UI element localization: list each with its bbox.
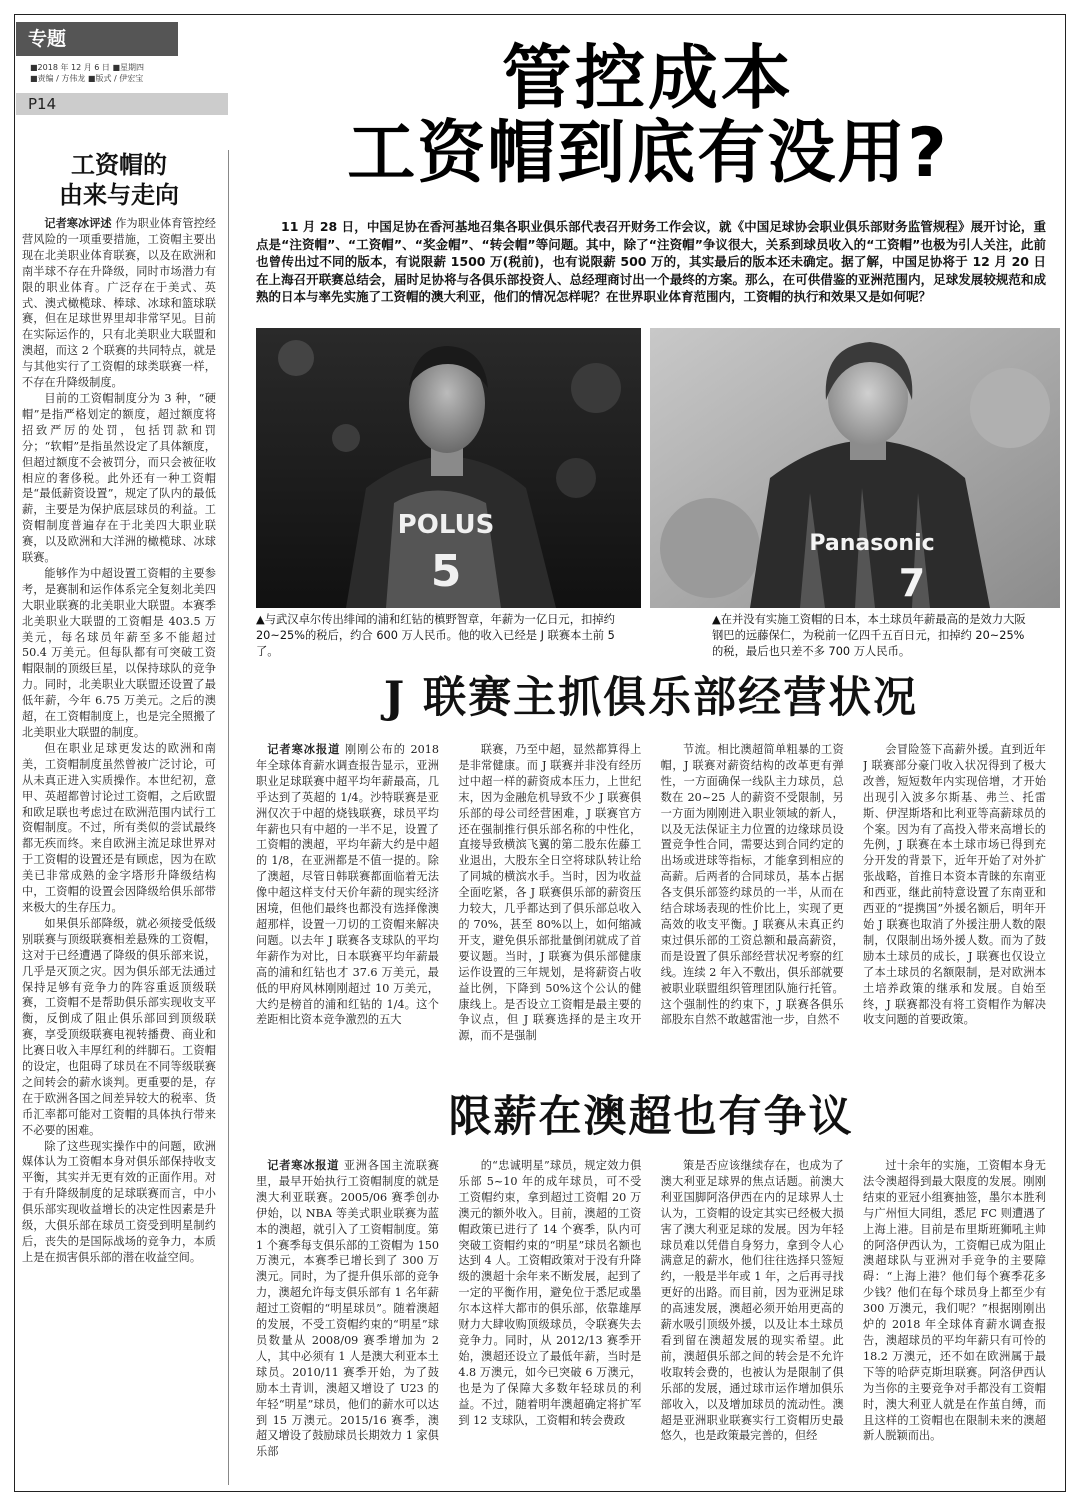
left-article-paragraph: 目前的工资帽制度分为 3 种，“硬帽”是指严格划定的额度，超过额度将招致严厉的处罚，包括罚款和罚分；“软帽”是指虽然设定了具体额度，但超过额度不会被罚分，而只会被征收相应的奢侈税。此外还有一种工资帽是“最低薪资设置”，规定了队内的最低薪，主要是为保护底层球员的利益。工资帽制度普遍存在于北美四大职业联赛，以及欧洲和大洋洲的橄榄球、冰球联赛。	[22, 391, 216, 565]
a-league-article-body	[256, 1158, 1046, 1478]
byline: 记者寒冰报道	[267, 1159, 340, 1172]
left-article-paragraph: 除了这些现实操作中的问题，欧洲媒体认为工资帽本身对俱乐部保持收支平衡，其实并无更有效的正面作用。对于有升降级制度的足球联赛而言，中小俱乐部实现收益增长的决定性因素是升级，大俱乐部在球员工资受到明星制约后，丧失的是国际战场的竞争力，本质上是在损害俱乐部的潜在收益空间。	[22, 1139, 216, 1264]
article-column: 记者寒冰报道 亚洲各国主流联赛里，最早开始执行工资帽制度的就是澳大利亚联赛。2005/06 赛季创办伊始，以 NBA 等美式职业联赛为蓝本的澳超，就引入了工资帽制度。第 1 个赛季每支俱乐部的工资帽为 150 万澳元，本赛季已增长到了 300 万澳元。同时，为了提升俱乐部的竞争力，澳超允许每支俱乐部有 1 名年薪超过工资帽的“明星球员”。随着澳超的发展，不受工资帽约束的“明星”球员数量从 2008/09 赛季增加为 2 人，其中必须有 1 人是澳大利亚本土球员。2010/11 赛季开始，为了鼓励本土青训，澳超又增设了 U23 的年轻“明星”球员，他们的薪水可以达到 15 万澳元。2015/16 赛季，澳超又增设了鼓励球员长期效力 1 家俱乐部	[256, 1159, 439, 1459]
date-line: ■2018 年 12 月 6 日 ■星期四	[30, 63, 145, 72]
left-article-title: 工资帽的 由来与走向	[59, 150, 179, 209]
left-column-article	[22, 150, 216, 1485]
main-headline: 管控成本 工资帽到底有没用?	[347, 37, 949, 193]
j-league-article-title: J 联赛主抓俱乐部经营状况	[383, 673, 919, 723]
left-article-paragraph: 记者寒冰评述 作为职业体育管控经营风险的一项重要措施，工资帽主要出现在北美职业体育联赛，以及在欧洲和南半球不存在升降级，同时市场潜力有限的职业体育。广泛存在于美式、英式、澳式橄榄球、棒球、冰球和篮球联赛，但在足球世界里却非常罕见。目前在实际运作的，只有北美职业大联盟和澳超，而这 2 个联赛的共同特点，就是与其他实行了工资帽的球类联赛一样，不存在升降级制度。	[22, 217, 216, 390]
lead-paragraph: 11 月 28 日，中国足协在香河基地召集各职业俱乐部代表召开财务工作会议，就《中国足球协会职业俱乐部财务监管规程》展开讨论，重点是“注资帽”、“工资帽”、“奖金帽”、“转会帽”等问题。其中，除了“注资帽”争议很大，关系到球员收入的“工资帽”也极为引人关注，此前也曾传出过不同的版本，有说限薪 1500 万(税前)，也有说限薪 500 万的，其实最后的版本还未确定。据了解，中国足协将于 12 月 20 日在上海召开联赛总结会，届时足协将与各俱乐部投资人、总经理商讨出一个最终的方案。那么，在可供借鉴的亚洲范围内，足球发展较规范和成熟的日本与率先实施了工资帽的澳大利亚，他们的情况怎样呢？在世界职业体育范围内，工资帽的执行和效果又是如何呢？	[256, 219, 1046, 305]
player-photo-makino	[256, 328, 641, 608]
j-league-article-body	[256, 742, 1046, 1058]
section-label: 专题	[16, 22, 178, 56]
article-column: 的“忠诚明星”球员，规定效力俱乐部 5~10 年的成年球员，可不受工资帽约束，拿到超过工资帽 20 万澳元的额外收入。目前，澳超的工资帽政策已进行了 14 个赛季，队内可突破工资帽约束的“明星”球员名额也达到 4 人。工资帽政策对于没有升降级的澳超十余年来不断发展，起到了一定的平衡作用，避免位于悉尼或墨尔本这样大都市的俱乐部，依靠雄厚财力大肆收购顶级球员，令联赛失去竞争力。同时，从 2012/13 赛季开始，澳超还设立了最低年薪，当时是 4.8 万澳元，如今已突破 6 万澳元，也是为了保障大多数年轻球员的利益。不过，随着明年澳超确定将扩军到 12 支球队，工资帽和转会费政	[458, 1159, 642, 1427]
jersey-number: 5	[430, 546, 462, 597]
column-divider	[228, 150, 229, 1485]
jersey-sponsor-text: POLUS	[397, 510, 495, 540]
article-column: 记者寒冰报道 刚刚公布的 2018 年全球体育薪水调查报告显示，亚洲职业足球联赛中超平均年薪最高，几乎达到了英超的 1/4。沙特联赛是亚洲仅次于中超的烧钱联赛，球员平均年薪也只有中超的一半不足，设置了工资帽的澳超，平均年薪大约是中超的 1/8，在亚洲都是不值一提的。除了澳超，尽管日韩联赛都面临着无法像中超这样支付天价年薪的现实经济困境，但他们最终也都没有选择像澳超那样，设置一刀切的工资帽来解决问题。以去年 J 联赛各支球队的平均年薪作为对比，日本联赛平均年薪最高的浦和红钻也才 37.6 万美元，最低的甲府风林刚刚超过 10 万美元，大约是榜首的浦和红钻的 1/4。这个差距相比资本竞争激烈的五大	[256, 743, 439, 1027]
jersey-number: 7	[898, 561, 926, 605]
page-number: P14	[16, 93, 228, 115]
article-column: 过十余年的实施，工资帽本身无法令澳超得到最大限度的发展。刚刚结束的亚冠小组赛抽签，墨尔本胜利与广州恒大同组，悉尼 FC 则遭遇了上海上港。目前是布里斯班狮吼主帅的阿洛伊西认为，工资帽已成为阻止澳超球队与亚洲对手竞争的主要障碍：“上海上港？他们每个赛季花多少钱？他们在每个球员身上都至少有 300 万澳元，我们呢？”根据刚刚出炉的 2018 年全球体育薪水调查报告，澳超球员的平均年薪只有可怜的 18.2 万澳元，还不如在欧洲属于最下等的哈萨克斯坦联赛。阿洛伊西认为当你的主要竞争对手都没有工资帽时，澳大利亚人就是在作茧自缚，而且这样的工资帽也在限制未来的澳超新人脱颖而出。	[862, 1159, 1046, 1443]
publication-info	[30, 62, 180, 84]
article-column: 会冒险签下高薪外援。直到近年 J 联赛部分豪门收入状况得到了极大改善，短短数年内实现倍增，才开始出现引入波多尔斯基、弗兰、托雷斯、伊涅斯塔和比利亚等高薪球员的个案。因为有了高投入带来高增长的先例，J 联赛在本土球市场已得到充分开发的背景下，近年开始了对外扩张战略，首推日本资本青睐的东南亚和西亚，继此前特意设置了东南亚和西亚的“提携国”外援名额后，明年开始 J 联赛也取消了外援注册人数的限制，仅限制出场外援人数。而为了鼓励本土球员的成长，J 联赛也仅设立了本土球员的名额限制，是对欧洲本土培养政策的继承和发展。自始至终，J 联赛都没有将工资帽作为解决收支问题的首要政策。	[862, 743, 1046, 1027]
photo-caption-right: ▲在并没有实施工资帽的日本，本土球员年薪最高的是效力大阪钢巴的远藤保仁，为税前一亿四千五百日元，扣掉约 20~25%的税，最后也只差不多 700 万人民币。	[712, 613, 1026, 658]
left-article-paragraph: 如果俱乐部降级，就必须接受低级别联赛与顶级联赛相差悬殊的工资帽，这对于已经遭遇了降级的俱乐部来说，几乎是灭顶之灾。因为俱乐部无法通过保持足够有竞争力的阵容重返顶级联赛，工资帽不是帮助俱乐部实现收支平衡，反倒成了阻止俱乐部回到顶级联赛，享受顶级联赛电视转播费、商业和比赛日收入丰厚红利的绊脚石。工资帽的设定，也阻碍了球员在不同等级联赛之间转会的薪水谈判。更重要的是，存在于欧洲各国之间差异较大的税率、货币汇率都可能对工资帽的具体执行带来不必要的困难。	[22, 916, 216, 1137]
left-article-paragraph: 能够作为中超设置工资帽的主要参考，是赛制和运作体系完全复刻北美四大职业联赛的北美职业大联盟。本赛季北美职业大联盟的工资帽是 403.5 万美元，每名球员年薪至多不能超过 50.4 万美元。但每队都有可突破工资帽限制的顶级巨星，以保持球队的竞争力。同时，北美职业大联盟还设置了最低年薪，今年 6.75 万美元。之后的澳超，在工资帽制度上，也是完全照搬了北美职业大联盟的制度。	[22, 566, 216, 739]
article-column: 节流。相比澳超简单粗暴的工资帽，J 联赛对薪资结构的改革更有弹性，一方面确保一线队主力球员，总数在 20~25 人的薪资不受限制，另一方面为刚刚进入职业领域的新人，以及无法保证主力位置的边缘球员设置竞争性合同，需要达到合同约定的出场或进球等指标，才能拿到相应的高薪。后两者的合同球员，基本占据各支俱乐部签约球员的一半，从而在结合球场表现的性价比上，实现了更高效的收支平衡。J 联赛从未真正约束过俱乐部的工资总额和最高薪资，而是设置了俱乐部经营状况考察的红线。连续 2 年入不敷出，俱乐部就要被职业联盟组织管理团队施行托管。这个强制性的约束下，J 联赛各俱乐部股东自然不敢越雷池一步，自然不	[660, 743, 844, 1027]
article-column: 策是否应该继续存在，也成为了澳大利亚足球界的焦点话题。前澳大利亚国脚阿洛伊西在内的足球界人士认为，工资帽的设定其实已经极大损害了澳大利亚足球的发展。因为年轻球员难以凭借自身努力，拿到令人心满意足的薪水，他们往往选择只签短约，一般是半年或 1 年，之后再寻找更好的出路。而目前，因为亚洲足球的高速发展，澳超必须开始用更高的薪水吸引顶级外援，以及让本土球员看到留在澳超发展的现实希望。此前，澳超俱乐部之间的转会是不允许收取转会费的，也被认为是限制了俱乐部的发展，通过球市运作增加俱乐部收入，以及增加球员的流动性。澳超是亚洲职业联赛实行工资帽历史最悠久，也是政策最完善的，但经	[660, 1159, 844, 1443]
editor-line: ■责编 / 方伟龙 ■版式 / 伊宏宝	[30, 74, 144, 83]
byline: 记者寒冰报道	[267, 743, 341, 756]
player-photo-endo	[650, 328, 1060, 608]
left-article-paragraph: 但在职业足球更发达的欧洲和南美，工资帽制度虽然曾被广泛讨论，可从未真正进入实质操作。本世纪初，意甲、英超都曾讨论过工资帽，之后欧盟和欧足联也考虑过在欧洲范围内试行工资帽制度。不过，所有类似的尝试最终都无疾而终。来自欧洲主流足球世界对于工资帽的设置还是有顾虑，因为在欧美已非常成熟的金字塔形升降级结构中，工资帽的设置会因降级给俱乐部带来极大的生存压力。	[22, 741, 216, 914]
byline: 记者寒冰评述	[44, 217, 112, 230]
photo-caption-left: ▲与武汉卓尔传出绯闻的浦和红钻的槙野智章，年薪为一亿日元，扣掉约 20~25%的税后，约合 600 万人民币。他的收入已经是 J 联赛本土前 5 了。	[256, 613, 615, 658]
a-league-article-title: 限薪在澳超也有争议	[448, 1092, 854, 1142]
jersey-sponsor-text: Panasonic	[809, 531, 935, 556]
article-column: 联赛，乃至中超，显然都算得上是非常健康。而 J 联赛并非没有经历过中超一样的薪资成本压力，上世纪末，因为金融危机导致不少 J 联赛俱乐部的母公司经营困难，J 联赛官方还在强制推行俱乐部名称的中性化，直接导致横滨飞翼的第二股东佐藤工业退出，大股东全日空将球队转让给了同城的横滨水手。当时，因为收益全面吃紧，各 J 联赛俱乐部的薪资压力较大，几乎都达到了俱乐部总收入的 70%，甚至 80%以上，如何缩减开支，避免俱乐部批量倒闭就成了首要议题。当时，J 联赛为俱乐部健康运作设置的三年规划，是将薪资占收益比例，下降到 50%这个公认的健康线上。是否设立工资帽是最主要的争议点，但 J 联赛选择的是主攻开源，而不是强制	[458, 743, 642, 1043]
